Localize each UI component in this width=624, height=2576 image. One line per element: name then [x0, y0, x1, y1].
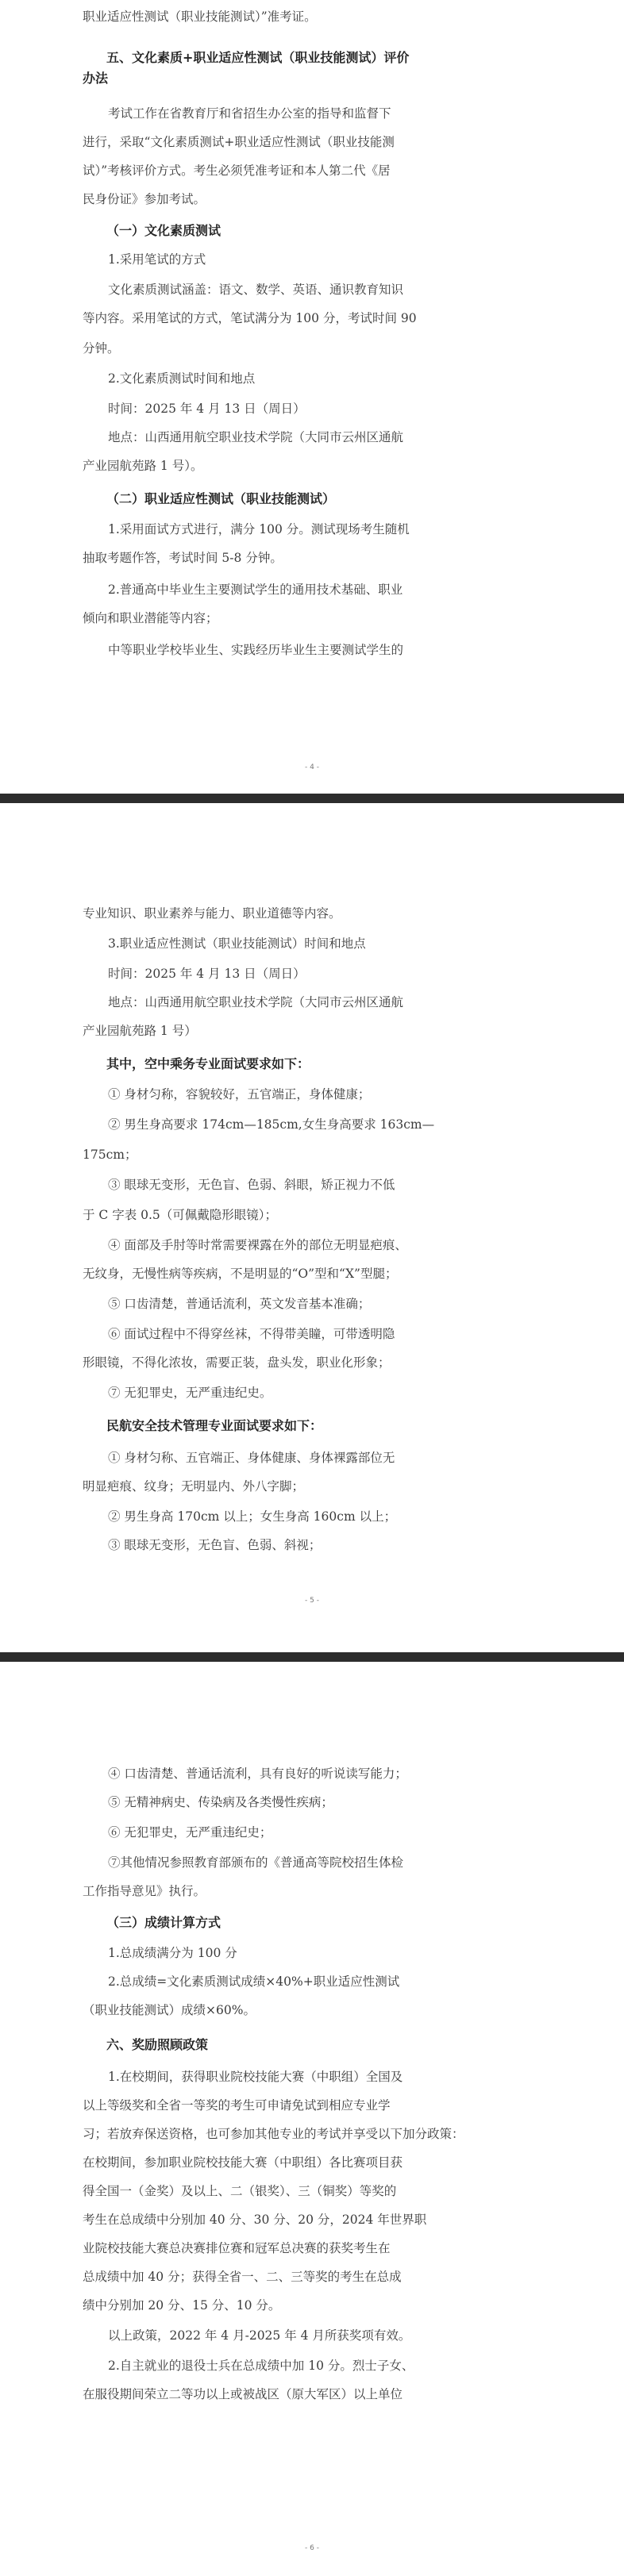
- paragraph-line: 产业园航苑路 1 号）: [83, 1024, 197, 1038]
- paragraph-line: 无纹身，无慢性病等疾病，不是明显的“O”型和“X”型腿；: [83, 1267, 398, 1281]
- paragraph-line: ② 男生身高要求 174cm—185cm,女生身高要求 163cm—: [108, 1117, 435, 1132]
- paragraph-line: 倾向和职业潜能等内容；: [83, 611, 218, 625]
- paragraph-line: ⑥ 面试过程中不得穿丝袜，不得带美瞳，可带透明隐: [108, 1327, 395, 1341]
- paragraph-line: 地点：山西通用航空职业技术学院（大同市云州区通航: [108, 430, 404, 444]
- paragraph-line: ② 男生身高 170cm 以上；女生身高 160cm 以上；: [108, 1509, 397, 1524]
- paragraph-line: 绩中分别加 20 分、15 分、10 分。: [83, 2298, 281, 2313]
- paragraph-line: 抽取考题作答，考试时间 5-8 分钟。: [83, 551, 283, 565]
- paragraph-line: 职业适应性测试（职业技能测试）”准考证。: [83, 10, 317, 24]
- paragraph-line: ⑦其他情况参照教育部颁布的《普通高等院校招生体检: [108, 1855, 404, 1870]
- paragraph-line: 在服役期间荣立二等功以上或被战区（原大军区）以上单位: [83, 2387, 403, 2401]
- paragraph-line: 试）”考核评价方式。考生必须凭准考证和本人第二代《居: [83, 163, 391, 178]
- paragraph-line: 明显疤痕、纹身；无明显内、外八字脚；: [83, 1479, 305, 1494]
- paragraph-line: ④ 口齿清楚、普通话流利，具有良好的听说读写能力；: [108, 1767, 407, 1781]
- paragraph-line: 1.在校期间，获得职业院校技能大赛（中职组）全国及: [108, 2070, 403, 2084]
- subsection-heading: （三）成绩计算方式: [106, 1915, 221, 1930]
- paragraph-line: 地点：山西通用航空职业技术学院（大同市云州区通航: [108, 995, 404, 1009]
- page-number: - 4 -: [305, 763, 319, 771]
- subsection-heading: 其中，空中乘务专业面试要求如下：: [106, 1056, 310, 1071]
- document-page-4: [0, 0, 624, 794]
- paragraph-line: 1.采用笔试的方式: [108, 252, 206, 267]
- paragraph-line: 中等职业学校毕业生、实践经历毕业生主要测试学生的: [108, 643, 404, 657]
- paragraph-line: ① 身材匀称，容貌较好，五官端正，身体健康；: [108, 1087, 371, 1102]
- page-number: - 5 -: [305, 1597, 319, 1605]
- paragraph-line: 2.自主就业的退役士兵在总成绩中加 10 分。烈士子女、: [108, 2359, 414, 2373]
- paragraph-line: 形眼镜，不得化浓妆，需要正装，盘头发，职业化形象；: [83, 1355, 391, 1370]
- paragraph-line: （职业技能测试）成绩×60%。: [83, 2003, 256, 2017]
- paragraph-line: ③ 眼球无变形，无色盲、色弱、斜视；: [108, 1538, 322, 1552]
- paragraph-line: ⑤ 无精神病史、传染病及各类慢性疾病；: [108, 1795, 333, 1809]
- paragraph-line: 1.总成绩满分为 100 分: [108, 1946, 237, 1960]
- paragraph-line: 2.总成绩=文化素质测试成绩×40%+职业适应性测试: [108, 1974, 400, 1989]
- document-page-5: [0, 803, 624, 1652]
- paragraph-line: 考生在总成绩中分别加 40 分、30 分、20 分，2024 年世界职: [83, 2213, 427, 2227]
- paragraph-line: 2.文化素质测试时间和地点: [108, 371, 256, 386]
- paragraph-line: ⑥ 无犯罪史，无严重违纪史；: [108, 1825, 272, 1840]
- paragraph-line: 考试工作在省教育厅和省招生办公室的指导和监督下: [108, 106, 391, 121]
- paragraph-line: 3.职业适应性测试（职业技能测试）时间和地点: [108, 936, 366, 951]
- section-heading: 六、奖励照顾政策: [106, 2037, 209, 2052]
- paragraph-line: 在校期间，参加职业院校技能大赛（中职组）各比赛项目获: [83, 2155, 403, 2170]
- section-heading: 五、文化素质+职业适应性测试（职业技能测试）评价: [106, 50, 410, 65]
- paragraph-line: ⑦ 无犯罪史，无严重违纪史。: [108, 1386, 272, 1400]
- paragraph-line: 2.普通高中毕业生主要测试学生的通用技术基础、职业: [108, 582, 403, 597]
- paragraph-line: 业院校技能大赛总决赛排位赛和冠军总决赛的获奖考生在: [83, 2241, 391, 2255]
- subsection-heading: （一）文化素质测试: [106, 223, 221, 238]
- paragraph-line: 于 C 字表 0.5（可佩戴隐形眼镜）；: [83, 1208, 278, 1222]
- page-separator: [0, 794, 624, 803]
- paragraph-line: ① 身材匀称、五官端正、身体健康、身体裸露部位无: [108, 1451, 395, 1465]
- paragraph-line: 总成绩中加 40 分；获得全省一、二、三等奖的考生在总成: [83, 2270, 402, 2284]
- paragraph-line: 以上政策，2022 年 4 月-2025 年 4 月所获奖项有效。: [108, 2328, 411, 2343]
- paragraph-line: 以上等级奖和全省一等奖的考生可申请免试到相应专业学: [83, 2098, 391, 2113]
- paragraph-line: 工作指导意见》执行。: [83, 1884, 206, 1898]
- paragraph-line: 时间：2025 年 4 月 13 日（周日）: [108, 967, 306, 981]
- page-number: - 6 -: [305, 2544, 319, 2552]
- document-page-6: [0, 1662, 624, 2576]
- paragraph-line: 专业知识、职业素养与能力、职业道德等内容。: [83, 906, 341, 921]
- paragraph-line: 产业园航苑路 1 号）。: [83, 459, 203, 473]
- paragraph-line: 时间：2025 年 4 月 13 日（周日）: [108, 402, 306, 416]
- paragraph-line: 等内容。采用笔试的方式，笔试满分为 100 分，考试时间 90: [83, 311, 417, 325]
- paragraph-line: 分钟。: [83, 341, 120, 356]
- paragraph-line: 进行，采取“文化素质测试+职业适应性测试（职业技能测: [83, 135, 395, 149]
- paragraph-line: 1.采用面试方式进行，满分 100 分。测试现场考生随机: [108, 522, 410, 536]
- paragraph-line: 文化素质测试涵盖：语文、数学、英语、通识教育知识: [108, 283, 404, 297]
- paragraph-line: ④ 面部及手肘等时常需要裸露在外的部位无明显疤痕、: [108, 1238, 407, 1252]
- page-separator: [0, 1652, 624, 1662]
- paragraph-line: 习；若放弃保送资格，也可参加其他专业的考试并享受以下加分政策：: [83, 2127, 464, 2141]
- paragraph-line: 得全国一（金奖）及以上、二（银奖）、三（铜奖）等奖的: [83, 2184, 397, 2198]
- subsection-heading: 民航安全技术管理专业面试要求如下：: [106, 1418, 323, 1433]
- section-heading: 办法: [83, 71, 109, 86]
- subsection-heading: （二）职业适应性测试（职业技能测试）: [106, 491, 336, 506]
- paragraph-line: 民身份证》参加考试。: [83, 192, 206, 206]
- paragraph-line: ⑤ 口齿清楚，普通话流利，英文发音基本准确；: [108, 1297, 371, 1311]
- paragraph-line: 175cm；: [83, 1148, 137, 1162]
- paragraph-line: ③ 眼球无变形，无色盲、色弱、斜眼，矫正视力不低: [108, 1178, 395, 1192]
